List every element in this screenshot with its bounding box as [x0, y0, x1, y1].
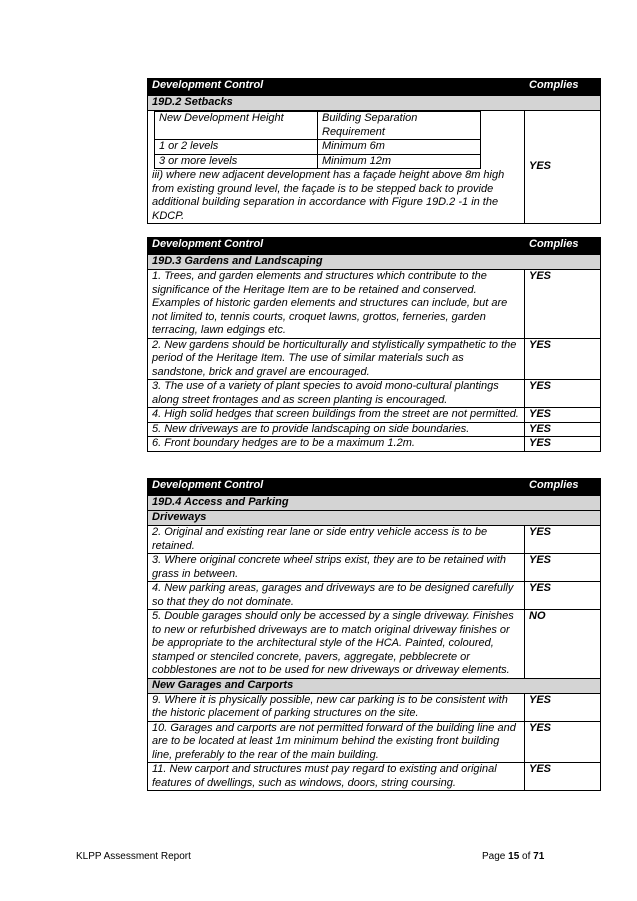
table-row — [148, 338, 601, 380]
table-row — [148, 610, 601, 679]
access-parking-table — [147, 478, 601, 791]
complies-value: YES — [525, 338, 601, 380]
inner-cell: Minimum 12m — [318, 154, 481, 169]
control-text: 3. Where original concrete wheel strips exist, they are to be retained with grass in between. — [148, 554, 525, 582]
column-header-control: Development Control — [148, 479, 525, 496]
subsection-title: Driveways — [148, 511, 601, 526]
control-text: 2. New gardens should be horticulturally and stylistically sympathetic to the period of the Heritage Item. The use of similar materials such as sandstone, brick and gravel are encouraged. — [148, 338, 525, 380]
setback-content-cell — [148, 111, 525, 224]
control-text: 5. Double garages should only be accessed by a single driveway. Finishes to new or refurbished driveways are to match original driveway finishes or be appropriate to the architectural style of the HCA. Painted, coloured, stamped or stenciled concrete, pavers, aggregate, pebblecrete or cobblestones are not to be used for new driveways or driveway elements. — [148, 610, 525, 679]
table-row — [148, 270, 601, 339]
complies-value: YES — [525, 111, 601, 224]
table-row — [148, 582, 601, 610]
complies-value: YES — [525, 408, 601, 423]
complies-value: YES — [525, 526, 601, 554]
inner-header-height: New Development Height — [155, 112, 318, 140]
footer-report-title: KLPP Assessment Report — [76, 851, 191, 862]
inner-header-separation: Building Separation Requirement — [318, 112, 481, 140]
page-label: Page — [482, 851, 506, 862]
section-title: 19D.4 Access and Parking — [148, 496, 601, 511]
complies-value: YES — [525, 422, 601, 437]
table-row — [148, 693, 601, 721]
column-header-complies: Complies — [525, 79, 601, 96]
column-header-control: Development Control — [148, 238, 525, 255]
control-text: 2. Original and existing rear lane or side entry vehicle access is to be retained. — [148, 526, 525, 554]
page-total: 71 — [533, 851, 545, 862]
table-row — [148, 380, 601, 408]
table-row — [148, 422, 601, 437]
complies-value: YES — [525, 582, 601, 610]
complies-value: YES — [525, 693, 601, 721]
height-separation-table — [154, 111, 481, 169]
control-text: 10. Garages and carports are not permitted forward of the building line and are to be located at least 1m minimum behind the existing front building line, preferably to the rear of the main building. — [148, 721, 525, 763]
subsection-title: New Garages and Carports — [148, 678, 601, 693]
complies-value: YES — [525, 763, 601, 791]
control-text: 1. Trees, and garden elements and structures which contribute to the significance of the Heritage Item are to be retained and conserved. Examples of historic garden elements and structures can include, but are not limited to, tennis courts, croquet lawns, grottos, ferneries, garden terracing, lawn edgings etc. — [148, 270, 525, 339]
table-row — [148, 437, 601, 452]
inner-cell: 3 or more levels — [155, 154, 318, 169]
table-row — [148, 721, 601, 763]
table-row — [148, 526, 601, 554]
control-text: 4. New parking areas, garages and driveways are to be designed carefully so that they do not dominate. — [148, 582, 525, 610]
control-text: 11. New carport and structures must pay regard to existing and original features of dwellings, such as windows, doors, string coursing. — [148, 763, 525, 791]
gardens-table — [147, 237, 601, 452]
control-text: 6. Front boundary hedges are to be a maximum 1.2m. — [148, 437, 525, 452]
complies-value: NO — [525, 610, 601, 679]
column-header-complies: Complies — [525, 479, 601, 496]
complies-value: YES — [525, 437, 601, 452]
inner-cell: 1 or 2 levels — [155, 140, 318, 155]
control-text: 5. New driveways are to provide landscaping on side boundaries. — [148, 422, 525, 437]
control-text: iii) where new adjacent development has a façade height above 8m high from existing ground level, the façade is to be stepped back to provide additional building separation in accordance with Figure 19D.2 -1 in the KDCP. — [152, 169, 505, 222]
complies-value: YES — [525, 554, 601, 582]
complies-value: YES — [525, 721, 601, 763]
column-header-control: Development Control — [148, 79, 525, 96]
complies-value: YES — [525, 270, 601, 339]
footer-page-number — [482, 851, 544, 863]
section-title: 19D.2 Setbacks — [148, 96, 601, 111]
inner-cell: Minimum 6m — [318, 140, 481, 155]
control-text: 3. The use of a variety of plant species to avoid mono-cultural plantings along street frontages and as screen planting is encouraged. — [148, 380, 525, 408]
table-row — [148, 408, 601, 423]
complies-value: YES — [525, 380, 601, 408]
control-text: 9. Where it is physically possible, new car parking is to be consistent with the historic placement of parking structures on the site. — [148, 693, 525, 721]
section-title: 19D.3 Gardens and Landscaping — [148, 255, 601, 270]
of-label: of — [522, 851, 531, 862]
table-row — [148, 554, 601, 582]
page-current: 15 — [508, 851, 520, 862]
column-header-complies: Complies — [525, 238, 601, 255]
table-row — [148, 763, 601, 791]
control-text: 4. High solid hedges that screen buildings from the street are not permitted. — [148, 408, 525, 423]
setbacks-table — [147, 78, 601, 224]
